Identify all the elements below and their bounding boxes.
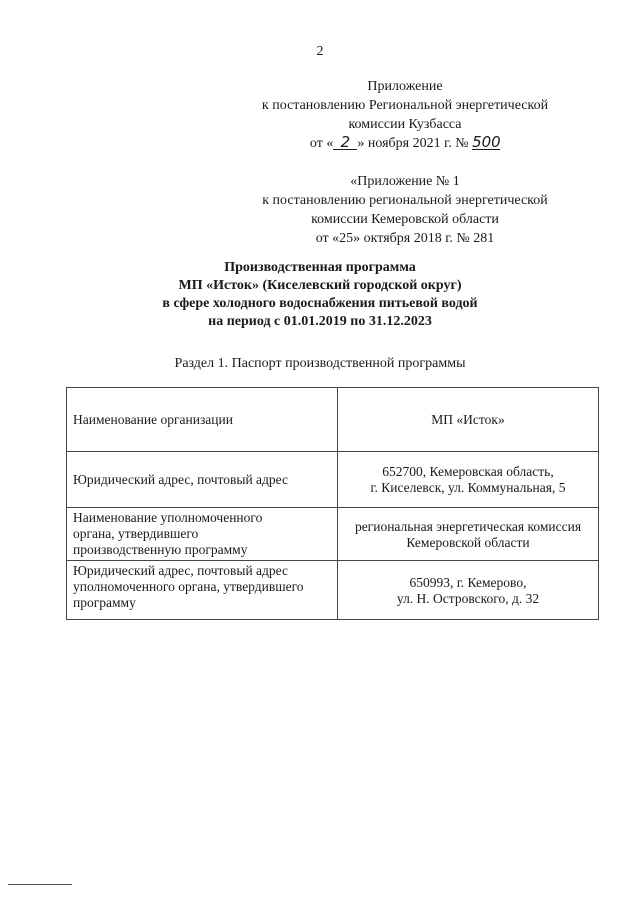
title-line-4: на период с 01.01.2019 по 31.12.2023 <box>208 314 432 329</box>
appendix-label: Приложение <box>367 79 443 94</box>
handwritten-number: 500 <box>472 133 501 151</box>
row-label <box>67 452 338 508</box>
row-label-text: производственную программу <box>73 542 248 557</box>
title-line-3: в сфере холодного водоснабжения питьевой водой <box>162 296 478 311</box>
row-label-text: органа, утвердившего <box>73 526 199 541</box>
table-row <box>67 452 599 508</box>
appendix-date-line <box>250 134 560 153</box>
row-label-text: Юридический адрес, почтовый адрес <box>73 563 288 578</box>
original-appendix-label: «Приложение № 1 <box>350 174 460 189</box>
row-label <box>67 561 338 620</box>
passport-table <box>66 387 599 620</box>
row-value-text: 650993, г. Кемерово, <box>409 575 527 590</box>
section-heading: Раздел 1. Паспорт производственной программы <box>174 356 466 371</box>
row-label-text: Наименование уполномоченного <box>73 510 263 525</box>
document-title <box>60 259 580 331</box>
row-value-text: региональная энергетическая комиссия <box>354 519 582 534</box>
appendix-resolution-line: к постановлению Региональной энергетической <box>261 98 549 113</box>
page-number: 2 <box>316 44 324 59</box>
row-label-text: программу <box>73 595 136 610</box>
table-row <box>67 508 599 561</box>
row-value <box>338 561 599 620</box>
row-value-text: Кемеровской области <box>406 535 530 550</box>
row-label-text: Юридический адрес, почтовый адрес <box>73 471 288 487</box>
appendix-commission-line: комиссии Кузбасса <box>348 117 462 132</box>
title-line-2: МП «Исток» (Киселевский городской округ) <box>178 278 462 293</box>
original-appendix-header <box>250 172 560 248</box>
row-label <box>67 388 338 452</box>
row-value <box>338 388 599 452</box>
row-value-text: МП «Исток» <box>431 411 505 427</box>
appendix-header <box>250 77 560 153</box>
row-value <box>338 452 599 508</box>
date-mid: » ноября 2021 г. № <box>357 136 469 151</box>
table-row <box>67 388 599 452</box>
original-commission-line: комиссии Кемеровской области <box>311 212 499 227</box>
row-label-text: уполномоченного органа, утвердившего <box>73 579 304 594</box>
handwritten-day: 2 <box>333 135 357 150</box>
row-value-text: ул. Н. Островского, д. 32 <box>396 591 540 606</box>
original-resolution-line: к постановлению региональной энергетической <box>262 193 548 208</box>
row-value <box>338 508 599 561</box>
date-prefix: от « <box>309 136 334 151</box>
footer-rule <box>8 884 72 885</box>
row-value-text: 652700, Кемеровская область, <box>382 463 554 479</box>
title-line-1: Производственная программа <box>224 260 416 275</box>
row-value-text: г. Киселевск, ул. Коммунальная, 5 <box>370 479 566 495</box>
table-row <box>67 561 599 620</box>
row-label <box>67 508 338 561</box>
row-label-text: Наименование организации <box>73 411 233 427</box>
original-date-line: от «25» октября 2018 г. № 281 <box>315 231 495 246</box>
